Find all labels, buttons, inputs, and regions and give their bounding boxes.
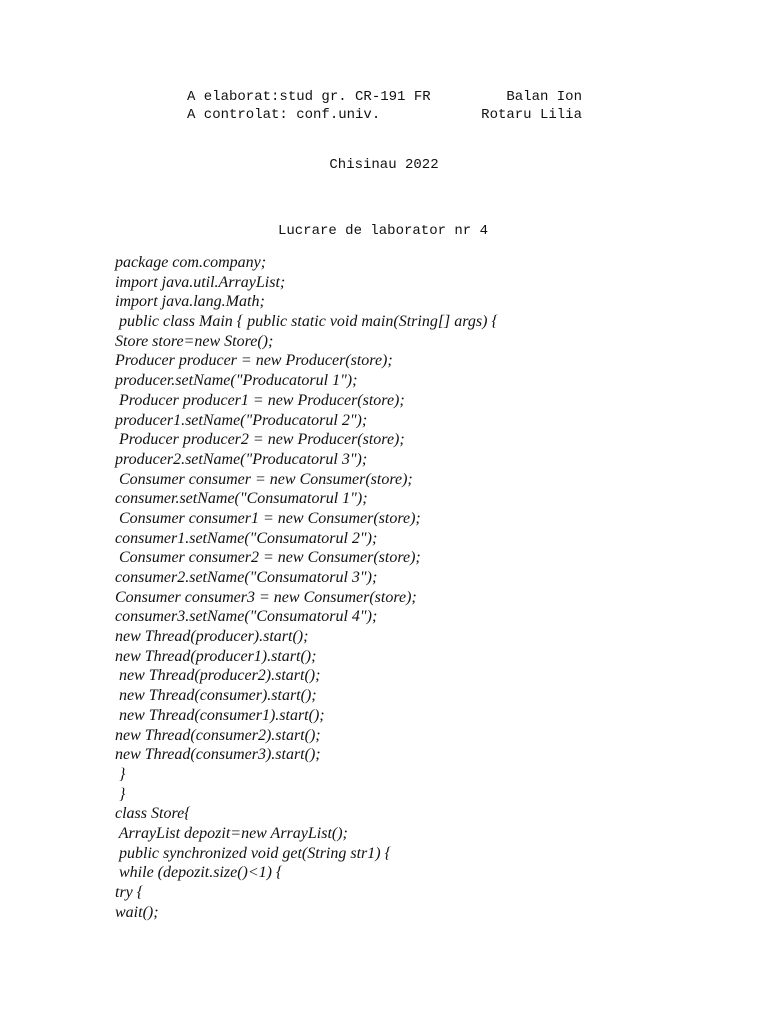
controlat-label: A controlat: conf.univ. <box>187 107 381 123</box>
code-line: Store store=new Store(); <box>115 332 274 350</box>
code-line: producer2.setName("Producatorul 3"); <box>115 450 368 468</box>
elaborat-label: A elaborat:stud gr. CR-191 FR <box>187 89 431 105</box>
author-row <box>187 88 582 107</box>
code-line: class Store{ <box>115 805 191 823</box>
code-line: consumer.setName("Consumatorul 1"); <box>115 490 368 508</box>
location-year: Chisinau 2022 <box>329 157 439 173</box>
code-line: ArrayList depozit=new ArrayList(); <box>115 824 348 842</box>
code-line: } <box>115 785 126 803</box>
code-line: while (depozit.size()<1) { <box>115 864 283 882</box>
code-line: } <box>115 765 126 783</box>
code-line: try { <box>115 884 144 901</box>
code-line: import java.lang.Math; <box>115 293 265 311</box>
code-line: producer1.setName("Producatorul 2"); <box>115 411 368 429</box>
code-line: Producer producer1 = new Producer(store); <box>115 391 405 409</box>
code-line: Consumer consumer3 = new Consumer(store); <box>115 588 417 606</box>
code-line: wait(); <box>115 903 159 921</box>
code-line: Consumer consumer = new Consumer(store); <box>115 470 413 488</box>
supervisor-row <box>187 106 582 125</box>
code-line: public class Main { public static void main(String[] args) { <box>115 313 498 331</box>
code-line: Producer producer = new Producer(store); <box>115 352 393 370</box>
supervisor-name: Rotaru Lilia <box>481 107 582 123</box>
code-line: consumer2.setName("Consumatorul 3"); <box>115 569 378 586</box>
code-line: consumer1.setName("Consumatorul 2"); <box>115 529 378 547</box>
code-line: new Thread(producer2).start(); <box>115 667 321 685</box>
code-line: new Thread(consumer1).start(); <box>115 706 325 724</box>
code-line: Consumer consumer1 = new Consumer(store); <box>115 509 421 527</box>
code-listing <box>115 253 635 922</box>
code-line: import java.util.ArrayList; <box>115 273 286 291</box>
code-line: public synchronized void get(String str1) { <box>115 844 391 862</box>
code-line: new Thread(consumer3).start(); <box>115 746 321 764</box>
code-line: producer.setName("Producatorul 1"); <box>115 372 358 390</box>
code-line: Consumer consumer2 = new Consumer(store); <box>115 549 421 567</box>
code-line: new Thread(producer).start(); <box>115 628 309 646</box>
code-line: package com.company; <box>115 254 267 271</box>
code-line: consumer3.setName("Consumatorul 4"); <box>115 608 378 626</box>
author-name: Balan Ion <box>506 89 582 105</box>
code-line: new Thread(consumer).start(); <box>115 687 317 705</box>
lab-title: Lucrare de laborator nr 4 <box>277 223 489 239</box>
code-line: new Thread(producer1).start(); <box>115 647 317 665</box>
code-line: Producer producer2 = new Producer(store); <box>115 431 405 449</box>
code-line: new Thread(consumer2).start(); <box>115 726 321 744</box>
